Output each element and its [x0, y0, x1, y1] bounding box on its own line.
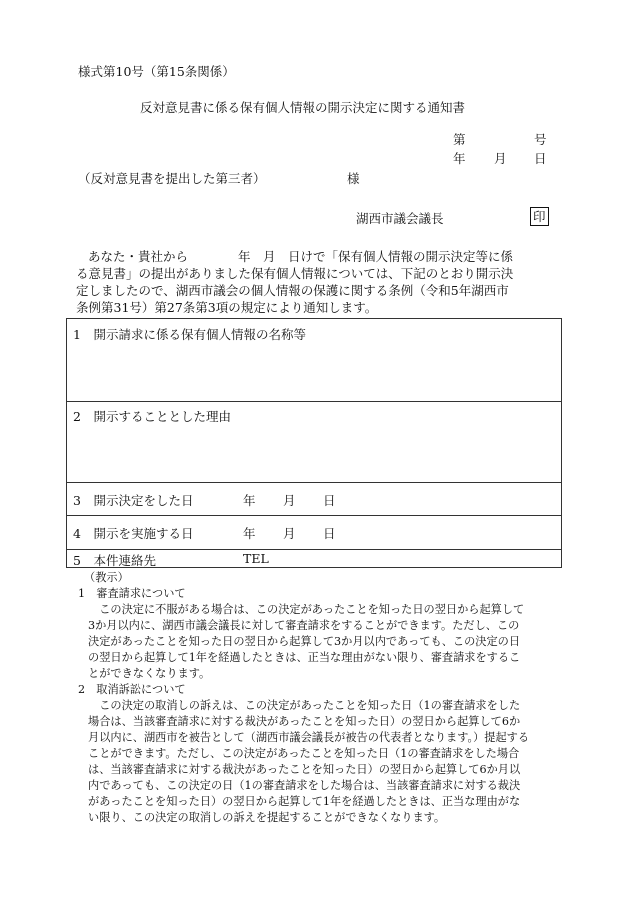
addressee-honorific: 様	[347, 171, 360, 186]
row-tel: TEL	[243, 551, 269, 566]
doc-no-suffix: 号	[534, 132, 547, 147]
paragraph-line: 条例第31号）第27条第3項の規定により通知します。	[76, 300, 378, 315]
note-line: があったことを知った日）の翌日から起算して1年を経過したときは、正当な理由がな	[88, 795, 521, 808]
paragraph-line: る意見書」の提出がありました保有個人情報については、下記のとおり開示決	[76, 266, 514, 281]
note-line: は、当該審査請求に対する裁決があったことを知った日）の翌日から起算して6か月以	[88, 763, 521, 776]
row-label: 5 本件連絡先	[73, 553, 156, 568]
note-line: この決定の取消しの訴えは、この決定があったことを知った日（1の審査請求をした	[88, 699, 521, 712]
details-table	[66, 318, 562, 568]
instructions-section	[78, 570, 558, 826]
note-line: 場合は、当該審査請求に対する裁決があったことを知った日）の翌日から起算して6か	[88, 715, 521, 728]
note-line: とができなくなります。	[88, 667, 211, 680]
row-day: 日	[323, 493, 336, 508]
note-line: 月以内に、湖西市を被告として（湖西市議会議長が被告の代表者となります。）提起する	[88, 731, 530, 744]
note-line: 内であっても、この決定の日（1の審査請求をした場合は、当該審査請求に対する裁決	[88, 779, 521, 792]
table-row-contact	[67, 549, 561, 567]
note-line: この決定に不服がある場合は、この決定があったことを知った日の翌日から起算して	[88, 603, 525, 616]
date-year: 年	[453, 151, 466, 166]
row-label: 1 開示請求に係る保有個人情報の名称等	[73, 327, 306, 342]
table-row-decision-date	[67, 482, 561, 516]
addressee-label: （反対意見書を提出した第三者）	[78, 171, 266, 186]
row-year: 年	[243, 526, 256, 541]
note-line: 決定があったことを知った日の翌日から起算して3か月以内であっても、この決定の日	[88, 635, 521, 648]
note-line: 3か月以内に、湖西市議会議長に対して審査請求をすることができます。ただし、この	[88, 619, 520, 632]
note-line: の翌日から起算して1年を経過したときは、正当な理由がない限り、審査請求をするこ	[88, 651, 521, 664]
table-row-implementation-date	[67, 515, 561, 550]
row-label: 4 開示を実施する日	[73, 526, 194, 541]
doc-no-prefix: 第	[453, 132, 466, 147]
note-line: ことができます。ただし、この決定があったことを知った日（1の審査請求をした場合	[88, 747, 520, 760]
row-year: 年	[243, 493, 256, 508]
date-month: 月	[494, 151, 507, 166]
sender-name: 湖西市議会議長	[356, 211, 444, 226]
document-title: 反対意見書に係る保有個人情報の開示決定に関する通知書	[140, 100, 466, 115]
paragraph-line: 定しましたので、湖西市議会の個人情報の保護に関する条例（令和5年湖西市	[76, 283, 509, 298]
row-day: 日	[323, 526, 336, 541]
instructions-heading: （教示）	[84, 571, 129, 584]
table-row-subject	[67, 319, 561, 402]
form-number: 様式第10号（第15条関係）	[78, 64, 235, 79]
row-month: 月	[283, 526, 296, 541]
paragraph-line: あなた・貴社から 年 月 日けで「保有個人情報の開示決定等に係	[88, 249, 514, 264]
row-month: 月	[283, 493, 296, 508]
row-label: 2 開示することとした理由	[73, 409, 231, 424]
table-row-reason	[67, 401, 561, 483]
row-label: 3 開示決定をした日	[73, 493, 194, 508]
note-line: い限り、この決定の取消しの訴えを提起することができなくなります。	[88, 811, 446, 824]
seal-mark: 印	[530, 207, 549, 226]
note-heading: 1 審査請求について	[78, 587, 186, 600]
note-heading: 2 取消訴訟について	[78, 683, 186, 696]
date-day: 日	[534, 151, 547, 166]
notice-paragraph	[76, 248, 552, 316]
